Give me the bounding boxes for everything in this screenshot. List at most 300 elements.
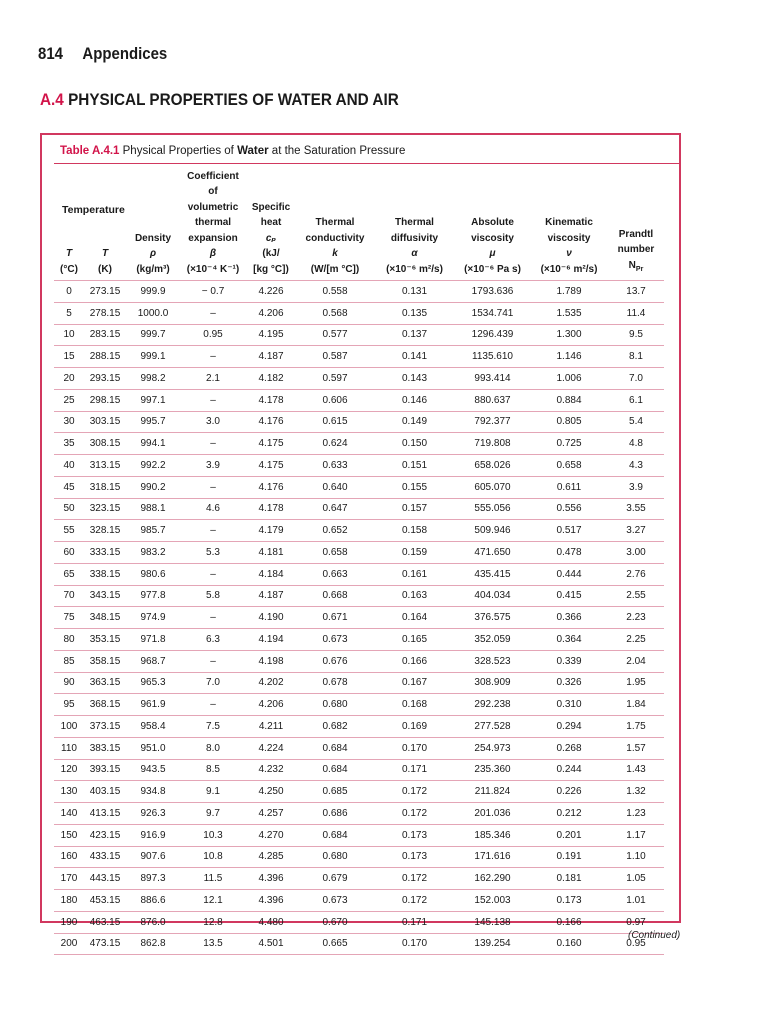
- table-cell: 10.8: [180, 847, 246, 869]
- table-caption: [60, 145, 405, 157]
- table-cell: 974.9: [126, 607, 180, 629]
- table-cell: 886.6: [126, 890, 180, 912]
- table-cell: 0.171: [374, 912, 455, 934]
- table-cell: 288.15: [84, 346, 126, 368]
- table-cell: 0.517: [530, 520, 608, 542]
- table-cell: 998.2: [126, 368, 180, 390]
- table-cell: 4.480: [246, 912, 296, 934]
- table-cell: 293.15: [84, 368, 126, 390]
- table-cell: 0.647: [296, 499, 374, 521]
- table-cell: 4.175: [246, 433, 296, 455]
- table-cell: 999.9: [126, 280, 180, 303]
- table-cell: 0.556: [530, 499, 608, 521]
- table-cell: 0.159: [374, 542, 455, 564]
- table-row: [54, 629, 664, 651]
- table-cell: 1793.636: [455, 280, 530, 303]
- table-cell: 4.250: [246, 781, 296, 803]
- table-cell: 4.226: [246, 280, 296, 303]
- page-number: 814: [38, 44, 63, 63]
- table-row: [54, 280, 664, 303]
- table-cell: 0.168: [374, 694, 455, 716]
- table-cell: 0.173: [530, 890, 608, 912]
- table-row: [54, 760, 664, 782]
- table-cell: 8.0: [180, 738, 246, 760]
- table-row: [54, 673, 664, 695]
- table-cell: 368.15: [84, 694, 126, 716]
- table-cell: 993.414: [455, 368, 530, 390]
- running-header: [38, 44, 167, 64]
- table-cell: 30: [54, 412, 84, 434]
- table-cell: 916.9: [126, 825, 180, 847]
- table-cell: 9.1: [180, 781, 246, 803]
- table-cell: 348.15: [84, 607, 126, 629]
- table-cell: 0.160: [530, 934, 608, 956]
- table-cell: 318.15: [84, 477, 126, 499]
- table-cell: 170: [54, 868, 84, 890]
- table-cell: 140: [54, 803, 84, 825]
- table-cell: 12.8: [180, 912, 246, 934]
- table-cell: 0.169: [374, 716, 455, 738]
- table-cell: –: [180, 651, 246, 673]
- table-row: [54, 520, 664, 542]
- table-cell: 0.172: [374, 803, 455, 825]
- continued-note: (Continued): [628, 930, 681, 941]
- table-cell: 2.55: [608, 586, 664, 608]
- table-cell: 292.238: [455, 694, 530, 716]
- table-cell: 15: [54, 346, 84, 368]
- table-cell: 9.5: [608, 325, 664, 347]
- table-row: [54, 499, 664, 521]
- table-row: [54, 803, 664, 825]
- table-cell: 278.15: [84, 303, 126, 325]
- table-cell: 1.10: [608, 847, 664, 869]
- table-cell: 4.270: [246, 825, 296, 847]
- table-cell: 0.172: [374, 890, 455, 912]
- table-cell: 328.15: [84, 520, 126, 542]
- table-cell: 0.294: [530, 716, 608, 738]
- table-cell: 4.195: [246, 325, 296, 347]
- table-cell: 0.682: [296, 716, 374, 738]
- table-body: [54, 280, 664, 955]
- table-cell: 0.366: [530, 607, 608, 629]
- table-cell: 0.671: [296, 607, 374, 629]
- table-cell: 185.346: [455, 825, 530, 847]
- table-cell: 4.3: [608, 455, 664, 477]
- table-cell: 95: [54, 694, 84, 716]
- table-row: [54, 325, 664, 347]
- section-number: A.4: [40, 90, 64, 109]
- table-cell: 443.15: [84, 868, 126, 890]
- table-cell: 0.201: [530, 825, 608, 847]
- table-cell: 3.27: [608, 520, 664, 542]
- table-cell: 65: [54, 564, 84, 586]
- table-cell: 880.637: [455, 390, 530, 412]
- table-cell: 0.640: [296, 477, 374, 499]
- table-cell: 999.1: [126, 346, 180, 368]
- table-cell: 0.164: [374, 607, 455, 629]
- table-cell: 0.684: [296, 825, 374, 847]
- table-cell: 968.7: [126, 651, 180, 673]
- table-cell: 8.1: [608, 346, 664, 368]
- table-cell: 0.95: [608, 934, 664, 956]
- table-cell: 0.191: [530, 847, 608, 869]
- table-cell: 0.95: [180, 325, 246, 347]
- table-cell: 943.5: [126, 760, 180, 782]
- table-cell: 363.15: [84, 673, 126, 695]
- table-cell: 0: [54, 280, 84, 303]
- table-cell: 303.15: [84, 412, 126, 434]
- table-cell: 180: [54, 890, 84, 912]
- table-cell: 7.0: [608, 368, 664, 390]
- table-cell: 393.15: [84, 760, 126, 782]
- table-cell: 555.056: [455, 499, 530, 521]
- caption-text-before: Physical Properties of: [122, 145, 234, 157]
- table-cell: 971.8: [126, 629, 180, 651]
- table-cell: 1.789: [530, 280, 608, 303]
- table-cell: 876.0: [126, 912, 180, 934]
- table-cell: 1.32: [608, 781, 664, 803]
- table-cell: 0.226: [530, 781, 608, 803]
- table-cell: 7.0: [180, 673, 246, 695]
- table-cell: 3.9: [180, 455, 246, 477]
- table-cell: –: [180, 520, 246, 542]
- table-cell: 376.575: [455, 607, 530, 629]
- table-cell: 926.3: [126, 803, 180, 825]
- table-cell: 792.377: [455, 412, 530, 434]
- table-cell: 0.670: [296, 912, 374, 934]
- table-cell: 1.57: [608, 738, 664, 760]
- table-cell: 1.006: [530, 368, 608, 390]
- table-cell: 0.161: [374, 564, 455, 586]
- table-cell: 162.290: [455, 868, 530, 890]
- table-cell: 0.173: [374, 847, 455, 869]
- table-cell: 965.3: [126, 673, 180, 695]
- table-cell: 0.131: [374, 280, 455, 303]
- table-cell: 4.211: [246, 716, 296, 738]
- table-cell: 338.15: [84, 564, 126, 586]
- table-cell: 0.166: [530, 912, 608, 934]
- table-cell: 0.679: [296, 868, 374, 890]
- table-cell: 4.224: [246, 738, 296, 760]
- table-cell: 0.725: [530, 433, 608, 455]
- table-cell: 0.597: [296, 368, 374, 390]
- col-header-diffusivity: Thermal diffusivity α (×10⁻⁶ m²/s): [386, 217, 443, 275]
- table-cell: 308.909: [455, 673, 530, 695]
- caption-bold-word: Water: [237, 145, 269, 157]
- table-cell: 235.360: [455, 760, 530, 782]
- table-cell: 171.616: [455, 847, 530, 869]
- table-cell: 13.5: [180, 934, 246, 956]
- table-cell: 273.15: [84, 280, 126, 303]
- table-cell: 0.663: [296, 564, 374, 586]
- table-cell: 413.15: [84, 803, 126, 825]
- caption-rule: [54, 163, 679, 164]
- table-cell: 0.415: [530, 586, 608, 608]
- table-cell: 200: [54, 934, 84, 956]
- table-cell: 0.181: [530, 868, 608, 890]
- table-cell: 11.5: [180, 868, 246, 890]
- table-cell: 3.0: [180, 412, 246, 434]
- table-cell: 1000.0: [126, 303, 180, 325]
- table-row: [54, 390, 664, 412]
- table-cell: 999.7: [126, 325, 180, 347]
- table-cell: 277.528: [455, 716, 530, 738]
- table-cell: 0.173: [374, 825, 455, 847]
- table-cell: 1.84: [608, 694, 664, 716]
- table-cell: 403.15: [84, 781, 126, 803]
- table-cell: 4.176: [246, 412, 296, 434]
- table-cell: 298.15: [84, 390, 126, 412]
- table-cell: 990.2: [126, 477, 180, 499]
- table-cell: 0.606: [296, 390, 374, 412]
- table-cell: 5.4: [608, 412, 664, 434]
- table-cell: 6.1: [608, 390, 664, 412]
- table-cell: 383.15: [84, 738, 126, 760]
- properties-table: [54, 165, 664, 955]
- table-cell: 0.149: [374, 412, 455, 434]
- table-cell: 0.157: [374, 499, 455, 521]
- table-cell: 7.5: [180, 716, 246, 738]
- table-cell: 4.396: [246, 890, 296, 912]
- table-cell: 0.163: [374, 586, 455, 608]
- table-cell: 0.170: [374, 738, 455, 760]
- table-cell: 4.202: [246, 673, 296, 695]
- table-cell: 1.23: [608, 803, 664, 825]
- table-cell: 862.8: [126, 934, 180, 956]
- table-cell: 473.15: [84, 934, 126, 956]
- table-cell: 20: [54, 368, 84, 390]
- header-row: [54, 165, 664, 280]
- table-cell: 951.0: [126, 738, 180, 760]
- table-label: Table A.4.1: [60, 145, 120, 157]
- table-cell: 435.415: [455, 564, 530, 586]
- table-cell: 353.15: [84, 629, 126, 651]
- table-cell: 1534.741: [455, 303, 530, 325]
- table-row: [54, 912, 664, 934]
- table-row: [54, 586, 664, 608]
- table-cell: 40: [54, 455, 84, 477]
- col-header-expansion: Coefficient of volumetric thermal expansion β (×10⁻⁴ K⁻¹): [186, 170, 240, 275]
- table-cell: 211.824: [455, 781, 530, 803]
- table-cell: 100: [54, 716, 84, 738]
- table-cell: 4.257: [246, 803, 296, 825]
- table-cell: 4.182: [246, 368, 296, 390]
- table-cell: 605.070: [455, 477, 530, 499]
- table-cell: 90: [54, 673, 84, 695]
- table-row: [54, 847, 664, 869]
- table-row: [54, 890, 664, 912]
- table-cell: 0.172: [374, 781, 455, 803]
- section-heading: PHYSICAL PROPERTIES OF WATER AND AIR: [68, 90, 399, 109]
- col-header-specific-heat: Specific heat cₚ (kJ/ [kg °C]): [251, 201, 291, 275]
- table-cell: 4.190: [246, 607, 296, 629]
- table-cell: 2.04: [608, 651, 664, 673]
- table-cell: 343.15: [84, 586, 126, 608]
- table-cell: 0.326: [530, 673, 608, 695]
- table-cell: –: [180, 390, 246, 412]
- table-cell: 333.15: [84, 542, 126, 564]
- table-cell: 992.2: [126, 455, 180, 477]
- table-cell: 961.9: [126, 694, 180, 716]
- table-row: [54, 781, 664, 803]
- table-cell: –: [180, 607, 246, 629]
- table-cell: 4.176: [246, 477, 296, 499]
- table-cell: 5: [54, 303, 84, 325]
- table-cell: 0.171: [374, 760, 455, 782]
- table-cell: 11.4: [608, 303, 664, 325]
- table-cell: 1135.610: [455, 346, 530, 368]
- table-cell: 0.141: [374, 346, 455, 368]
- table-cell: 658.026: [455, 455, 530, 477]
- table-cell: 423.15: [84, 825, 126, 847]
- table-cell: 0.155: [374, 477, 455, 499]
- table-cell: 0.558: [296, 280, 374, 303]
- table-cell: 0.658: [530, 455, 608, 477]
- table-cell: 4.8: [608, 433, 664, 455]
- col-header-temp-c: T (°C): [60, 248, 78, 275]
- table-cell: 201.036: [455, 803, 530, 825]
- table-cell: 0.615: [296, 412, 374, 434]
- table-cell: –: [180, 564, 246, 586]
- table-cell: 463.15: [84, 912, 126, 934]
- table-cell: 985.7: [126, 520, 180, 542]
- table-cell: 0.686: [296, 803, 374, 825]
- table-cell: 190: [54, 912, 84, 934]
- table-cell: 0.135: [374, 303, 455, 325]
- table-cell: 0.339: [530, 651, 608, 673]
- table-cell: 80: [54, 629, 84, 651]
- table-cell: 75: [54, 607, 84, 629]
- table-cell: 130: [54, 781, 84, 803]
- table-cell: 70: [54, 586, 84, 608]
- table-cell: 0.680: [296, 694, 374, 716]
- table-cell: 0.633: [296, 455, 374, 477]
- table-cell: 328.523: [455, 651, 530, 673]
- table-cell: 0.684: [296, 738, 374, 760]
- col-header-temp-k: T (K): [98, 248, 112, 275]
- table-cell: 958.4: [126, 716, 180, 738]
- table-cell: 160: [54, 847, 84, 869]
- table-cell: –: [180, 477, 246, 499]
- table-cell: 1296.439: [455, 325, 530, 347]
- table-cell: 0.143: [374, 368, 455, 390]
- table-cell: 471.650: [455, 542, 530, 564]
- col-header-kin-viscosity: Kinematic viscosity ν (×10⁻⁶ m²/s): [540, 217, 598, 275]
- table-cell: 5.8: [180, 586, 246, 608]
- table-cell: − 0.7: [180, 280, 246, 303]
- table-row: [54, 868, 664, 890]
- table-row: [54, 412, 664, 434]
- table-cell: 433.15: [84, 847, 126, 869]
- table-row: [54, 651, 664, 673]
- table-cell: 0.673: [296, 629, 374, 651]
- table-cell: 50: [54, 499, 84, 521]
- table-cell: 0.172: [374, 868, 455, 890]
- table-cell: 4.187: [246, 346, 296, 368]
- table-cell: 897.3: [126, 868, 180, 890]
- table-cell: 0.364: [530, 629, 608, 651]
- table-row: [54, 716, 664, 738]
- table-cell: 323.15: [84, 499, 126, 521]
- table-cell: 0.151: [374, 455, 455, 477]
- table-cell: 1.535: [530, 303, 608, 325]
- table-cell: 0.652: [296, 520, 374, 542]
- table-cell: 0.668: [296, 586, 374, 608]
- table-cell: 4.285: [246, 847, 296, 869]
- temperature-group-header: Temperature: [62, 204, 125, 216]
- table-cell: 719.808: [455, 433, 530, 455]
- table-cell: 120: [54, 760, 84, 782]
- table-cell: 0.310: [530, 694, 608, 716]
- table-row: [54, 694, 664, 716]
- table-cell: 980.6: [126, 564, 180, 586]
- table-cell: 4.6: [180, 499, 246, 521]
- table-cell: 4.396: [246, 868, 296, 890]
- table-cell: 0.658: [296, 542, 374, 564]
- table-row: [54, 477, 664, 499]
- table-cell: 509.946: [455, 520, 530, 542]
- table-cell: 934.8: [126, 781, 180, 803]
- table-cell: 977.8: [126, 586, 180, 608]
- table-cell: 1.95: [608, 673, 664, 695]
- table-cell: –: [180, 303, 246, 325]
- table-cell: 983.2: [126, 542, 180, 564]
- table-row: [54, 607, 664, 629]
- table-cell: 0.167: [374, 673, 455, 695]
- table-cell: 0.624: [296, 433, 374, 455]
- table-cell: 0.244: [530, 760, 608, 782]
- table-cell: 1.01: [608, 890, 664, 912]
- table-cell: 0.685: [296, 781, 374, 803]
- col-header-prandtl: Prandtl number $N_{Pr}$: [617, 228, 655, 273]
- table-cell: 4.198: [246, 651, 296, 673]
- table-cell: 0.212: [530, 803, 608, 825]
- table-cell: 0.165: [374, 629, 455, 651]
- section-title: [40, 90, 399, 110]
- table-cell: –: [180, 346, 246, 368]
- table-cell: 0.150: [374, 433, 455, 455]
- col-header-density: Density ρ (kg/m³): [134, 232, 172, 275]
- table-row: [54, 346, 664, 368]
- table-cell: 4.194: [246, 629, 296, 651]
- table-cell: 254.973: [455, 738, 530, 760]
- col-header-conductivity: Thermal conductivity k (W/[m °C]): [305, 217, 365, 275]
- table-cell: 0.268: [530, 738, 608, 760]
- table-cell: 4.206: [246, 694, 296, 716]
- table-row: [54, 368, 664, 390]
- table-cell: 0.146: [374, 390, 455, 412]
- table-cell: 3.9: [608, 477, 664, 499]
- table-cell: 1.05: [608, 868, 664, 890]
- table-cell: 2.76: [608, 564, 664, 586]
- table-cell: 994.1: [126, 433, 180, 455]
- table-row: [54, 934, 664, 956]
- table-cell: 150: [54, 825, 84, 847]
- table-cell: 997.1: [126, 390, 180, 412]
- table-cell: 0.611: [530, 477, 608, 499]
- table-cell: 453.15: [84, 890, 126, 912]
- table-row: [54, 564, 664, 586]
- table-cell: 13.7: [608, 280, 664, 303]
- table-cell: 308.15: [84, 433, 126, 455]
- table-cell: 4.184: [246, 564, 296, 586]
- table-cell: 0.805: [530, 412, 608, 434]
- table-cell: 1.17: [608, 825, 664, 847]
- table-cell: 2.1: [180, 368, 246, 390]
- table-cell: 0.166: [374, 651, 455, 673]
- table-cell: 10.3: [180, 825, 246, 847]
- col-header-abs-viscosity: Absolute viscosity μ (×10⁻⁶ Pa s): [464, 217, 521, 275]
